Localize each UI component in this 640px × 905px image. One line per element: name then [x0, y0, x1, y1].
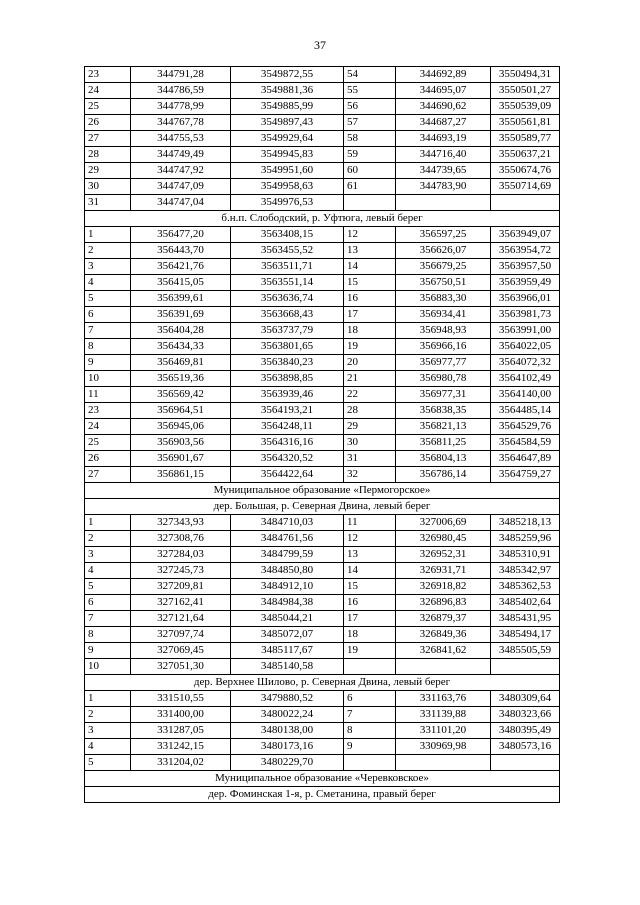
coord-y: 3550561,81	[491, 115, 560, 131]
table-row	[85, 739, 560, 755]
point-number: 14	[344, 563, 396, 579]
point-number: 1	[85, 227, 131, 243]
point-number: 8	[85, 627, 131, 643]
table-row	[85, 419, 560, 435]
coord-x: 344690,62	[396, 99, 491, 115]
point-number: 15	[344, 579, 396, 595]
table-row	[85, 451, 560, 467]
coord-y: 3485072,07	[231, 627, 344, 643]
coord-y: 3549945,83	[231, 147, 344, 163]
table-row	[85, 83, 560, 99]
table-row	[85, 131, 560, 147]
table-row	[85, 531, 560, 547]
point-number: 21	[344, 371, 396, 387]
table-row	[85, 371, 560, 387]
point-number: 17	[344, 307, 396, 323]
coord-x: 344739,65	[396, 163, 491, 179]
coord-y: 3564584,59	[491, 435, 560, 451]
coord-x: 327245,73	[131, 563, 231, 579]
point-number	[344, 659, 396, 675]
table-row	[85, 707, 560, 723]
table-row	[85, 611, 560, 627]
table-row	[85, 355, 560, 371]
point-number: 7	[344, 707, 396, 723]
coord-x: 356811,25	[396, 435, 491, 451]
point-number: 23	[85, 67, 131, 83]
coord-x: 356966,16	[396, 339, 491, 355]
table-row	[85, 435, 560, 451]
section-caption-row	[85, 483, 560, 499]
coord-y	[491, 755, 560, 771]
point-number: 25	[85, 99, 131, 115]
point-number: 12	[344, 531, 396, 547]
point-number: 6	[344, 691, 396, 707]
point-number: 2	[85, 243, 131, 259]
coord-x: 327097,74	[131, 627, 231, 643]
coord-x: 344687,27	[396, 115, 491, 131]
point-number: 11	[344, 515, 396, 531]
coord-y: 3550674,76	[491, 163, 560, 179]
table-row	[85, 691, 560, 707]
coord-x: 327006,69	[396, 515, 491, 531]
coord-x: 327343,93	[131, 515, 231, 531]
coord-x: 356469,81	[131, 355, 231, 371]
coord-x: 344747,09	[131, 179, 231, 195]
coord-y: 3485044,21	[231, 611, 344, 627]
coord-y: 3563991,00	[491, 323, 560, 339]
coord-x: 356901,67	[131, 451, 231, 467]
coord-y: 3563551,14	[231, 275, 344, 291]
coord-x: 356903,56	[131, 435, 231, 451]
coord-y: 3564140,00	[491, 387, 560, 403]
coord-y: 3563959,49	[491, 275, 560, 291]
point-number: 16	[344, 291, 396, 307]
coord-y: 3563455,52	[231, 243, 344, 259]
table-row	[85, 723, 560, 739]
point-number: 23	[85, 403, 131, 419]
coord-x: 356750,51	[396, 275, 491, 291]
coord-y: 3549929,64	[231, 131, 344, 147]
coord-y: 3564759,27	[491, 467, 560, 483]
coord-y: 3564072,32	[491, 355, 560, 371]
coord-x: 356964,51	[131, 403, 231, 419]
point-number: 29	[344, 419, 396, 435]
coord-y: 3563801,65	[231, 339, 344, 355]
table-row	[85, 659, 560, 675]
coord-x: 356861,15	[131, 467, 231, 483]
coord-x: 327284,03	[131, 547, 231, 563]
coord-x: 356838,35	[396, 403, 491, 419]
coord-y: 3563954,72	[491, 243, 560, 259]
coord-y: 3550494,31	[491, 67, 560, 83]
point-number: 7	[85, 323, 131, 339]
point-number: 18	[344, 323, 396, 339]
point-number: 57	[344, 115, 396, 131]
point-number: 5	[85, 755, 131, 771]
coord-y: 3564022,05	[491, 339, 560, 355]
point-number: 9	[344, 739, 396, 755]
section-caption: дер. Фоминская 1-я, р. Сметанина, правый берег	[85, 787, 560, 803]
coord-y: 3564529,76	[491, 419, 560, 435]
coord-y: 3550539,09	[491, 99, 560, 115]
coord-x: 326849,36	[396, 627, 491, 643]
table-row	[85, 67, 560, 83]
coord-y: 3485218,13	[491, 515, 560, 531]
coord-x: 356679,25	[396, 259, 491, 275]
table-row	[85, 403, 560, 419]
coord-y: 3563957,50	[491, 259, 560, 275]
point-number: 22	[344, 387, 396, 403]
coord-x: 356934,41	[396, 307, 491, 323]
coord-x: 356948,93	[396, 323, 491, 339]
point-number: 19	[344, 339, 396, 355]
coord-x	[396, 659, 491, 675]
table-row	[85, 291, 560, 307]
point-number: 4	[85, 739, 131, 755]
coord-y: 3484912,10	[231, 579, 344, 595]
point-number: 24	[85, 83, 131, 99]
coord-x: 356421,76	[131, 259, 231, 275]
coord-y: 3563636,74	[231, 291, 344, 307]
section-caption-row	[85, 211, 560, 227]
coord-y: 3564647,89	[491, 451, 560, 467]
point-number: 3	[85, 547, 131, 563]
point-number: 55	[344, 83, 396, 99]
coord-y: 3564422,64	[231, 467, 344, 483]
coord-y: 3485431,95	[491, 611, 560, 627]
section-caption: б.н.п. Слободский, р. Уфтюга, левый берег	[85, 211, 560, 227]
coord-x: 356391,69	[131, 307, 231, 323]
coord-x: 327121,64	[131, 611, 231, 627]
point-number: 26	[85, 115, 131, 131]
coord-y: 3563668,43	[231, 307, 344, 323]
coord-x: 356434,33	[131, 339, 231, 355]
table-row	[85, 547, 560, 563]
coord-y: 3485402,64	[491, 595, 560, 611]
section-caption-row	[85, 499, 560, 515]
coord-x: 356519,36	[131, 371, 231, 387]
coord-y: 3480309,64	[491, 691, 560, 707]
coord-y: 3484850,80	[231, 563, 344, 579]
coord-y: 3563966,01	[491, 291, 560, 307]
point-number: 13	[344, 243, 396, 259]
point-number: 3	[85, 723, 131, 739]
table-row	[85, 275, 560, 291]
point-number: 29	[85, 163, 131, 179]
point-number: 61	[344, 179, 396, 195]
coord-x: 356404,28	[131, 323, 231, 339]
point-number: 14	[344, 259, 396, 275]
point-number: 5	[85, 579, 131, 595]
coord-x: 356945,06	[131, 419, 231, 435]
point-number: 26	[85, 451, 131, 467]
point-number: 6	[85, 595, 131, 611]
coord-y: 3564316,16	[231, 435, 344, 451]
coord-y: 3564320,52	[231, 451, 344, 467]
coord-y: 3479880,52	[231, 691, 344, 707]
point-number: 27	[85, 467, 131, 483]
coord-y: 3480323,66	[491, 707, 560, 723]
point-number: 9	[85, 355, 131, 371]
coord-y: 3480573,16	[491, 739, 560, 755]
table-row	[85, 595, 560, 611]
coord-x: 344791,28	[131, 67, 231, 83]
point-number: 2	[85, 531, 131, 547]
point-number: 20	[344, 355, 396, 371]
coord-y: 3549958,63	[231, 179, 344, 195]
coord-y: 3549897,43	[231, 115, 344, 131]
coord-y: 3480173,16	[231, 739, 344, 755]
coord-x	[396, 195, 491, 211]
coord-y: 3485140,58	[231, 659, 344, 675]
point-number: 28	[85, 147, 131, 163]
coord-x: 326980,45	[396, 531, 491, 547]
point-number: 31	[85, 195, 131, 211]
table-row	[85, 515, 560, 531]
coord-y: 3485362,53	[491, 579, 560, 595]
section-caption-row	[85, 787, 560, 803]
section-caption-row	[85, 771, 560, 787]
point-number: 59	[344, 147, 396, 163]
coord-x: 356980,78	[396, 371, 491, 387]
coord-x: 326896,83	[396, 595, 491, 611]
point-number: 17	[344, 611, 396, 627]
coord-y: 3563939,46	[231, 387, 344, 403]
coord-x: 356977,31	[396, 387, 491, 403]
coord-y: 3485505,59	[491, 643, 560, 659]
table-row	[85, 147, 560, 163]
coord-x: 344786,59	[131, 83, 231, 99]
coordinates-table	[84, 66, 560, 803]
coord-y: 3563511,71	[231, 259, 344, 275]
table-row	[85, 627, 560, 643]
coord-y: 3563898,85	[231, 371, 344, 387]
coord-x: 344755,53	[131, 131, 231, 147]
coord-x: 331287,05	[131, 723, 231, 739]
coord-x	[396, 755, 491, 771]
point-number: 6	[85, 307, 131, 323]
coord-x: 331510,55	[131, 691, 231, 707]
coord-x: 344747,04	[131, 195, 231, 211]
coord-x: 344778,99	[131, 99, 231, 115]
coord-x: 327308,76	[131, 531, 231, 547]
section-caption-row	[85, 675, 560, 691]
point-number: 3	[85, 259, 131, 275]
coord-x: 356443,70	[131, 243, 231, 259]
coord-x: 344749,49	[131, 147, 231, 163]
table-row	[85, 163, 560, 179]
point-number: 30	[344, 435, 396, 451]
coord-y: 3564102,49	[491, 371, 560, 387]
coord-x: 326952,31	[396, 547, 491, 563]
coord-y: 3480022,24	[231, 707, 344, 723]
coord-y: 3484799,59	[231, 547, 344, 563]
coord-x: 327209,81	[131, 579, 231, 595]
page-number: 37	[314, 38, 326, 52]
coord-x: 344747,92	[131, 163, 231, 179]
table-row	[85, 195, 560, 211]
coord-x: 331101,20	[396, 723, 491, 739]
point-number: 8	[85, 339, 131, 355]
coord-y: 3480395,49	[491, 723, 560, 739]
coord-x: 327162,41	[131, 595, 231, 611]
point-number: 24	[85, 419, 131, 435]
point-number: 27	[85, 131, 131, 147]
coord-x: 326918,82	[396, 579, 491, 595]
coord-x: 344692,89	[396, 67, 491, 83]
section-caption: дер. Верхнее Шилово, р. Северная Двина, левый берег	[85, 675, 560, 691]
coord-y: 3550501,27	[491, 83, 560, 99]
coord-y: 3563737,79	[231, 323, 344, 339]
coord-y: 3480229,70	[231, 755, 344, 771]
coord-y: 3550714,69	[491, 179, 560, 195]
coord-y: 3550589,77	[491, 131, 560, 147]
coord-x: 356626,07	[396, 243, 491, 259]
point-number: 31	[344, 451, 396, 467]
coord-x: 344693,19	[396, 131, 491, 147]
coord-x: 356786,14	[396, 467, 491, 483]
table-row	[85, 115, 560, 131]
coord-x: 326931,71	[396, 563, 491, 579]
coord-y: 3563949,07	[491, 227, 560, 243]
point-number: 54	[344, 67, 396, 83]
point-number: 1	[85, 515, 131, 531]
point-number: 16	[344, 595, 396, 611]
coord-y: 3549872,55	[231, 67, 344, 83]
coord-y: 3549885,99	[231, 99, 344, 115]
coord-x: 326841,62	[396, 643, 491, 659]
coord-y: 3564485,14	[491, 403, 560, 419]
coord-y	[491, 659, 560, 675]
table-row	[85, 179, 560, 195]
point-number: 2	[85, 707, 131, 723]
point-number: 10	[85, 371, 131, 387]
coord-x: 344695,07	[396, 83, 491, 99]
table-row	[85, 99, 560, 115]
coord-x: 356399,61	[131, 291, 231, 307]
coord-y: 3563840,23	[231, 355, 344, 371]
coord-x: 356415,05	[131, 275, 231, 291]
point-number: 13	[344, 547, 396, 563]
table-row	[85, 307, 560, 323]
coord-x: 344783,90	[396, 179, 491, 195]
coord-y: 3485259,96	[491, 531, 560, 547]
point-number: 58	[344, 131, 396, 147]
coord-x: 331400,00	[131, 707, 231, 723]
coord-x: 344767,78	[131, 115, 231, 131]
point-number: 15	[344, 275, 396, 291]
coord-x: 356821,13	[396, 419, 491, 435]
point-number: 56	[344, 99, 396, 115]
coord-x: 356883,30	[396, 291, 491, 307]
coord-x: 331163,76	[396, 691, 491, 707]
coord-y: 3549976,53	[231, 195, 344, 211]
coord-y: 3549951,60	[231, 163, 344, 179]
table-row	[85, 227, 560, 243]
point-number: 28	[344, 403, 396, 419]
coord-x: 356569,42	[131, 387, 231, 403]
coord-y: 3564248,11	[231, 419, 344, 435]
coord-x: 327051,30	[131, 659, 231, 675]
coord-y: 3480138,00	[231, 723, 344, 739]
table-row	[85, 323, 560, 339]
point-number	[344, 195, 396, 211]
coord-y	[491, 195, 560, 211]
point-number: 4	[85, 563, 131, 579]
table-row	[85, 387, 560, 403]
coord-y: 3485494,17	[491, 627, 560, 643]
section-caption: Муниципальное образование «Черевковское»	[85, 771, 560, 787]
table-row	[85, 243, 560, 259]
coord-x: 356597,25	[396, 227, 491, 243]
point-number: 10	[85, 659, 131, 675]
coord-x: 331204,02	[131, 755, 231, 771]
table-row	[85, 643, 560, 659]
point-number: 9	[85, 643, 131, 659]
point-number: 18	[344, 627, 396, 643]
coord-y: 3549881,36	[231, 83, 344, 99]
coord-x: 356977,77	[396, 355, 491, 371]
coord-y: 3563408,15	[231, 227, 344, 243]
coord-x: 356477,20	[131, 227, 231, 243]
coord-y: 3484761,56	[231, 531, 344, 547]
coord-x: 326879,37	[396, 611, 491, 627]
coord-y: 3550637,21	[491, 147, 560, 163]
point-number: 1	[85, 691, 131, 707]
coord-y: 3485342,97	[491, 563, 560, 579]
point-number: 11	[85, 387, 131, 403]
point-number: 25	[85, 435, 131, 451]
coord-y: 3484984,38	[231, 595, 344, 611]
point-number: 30	[85, 179, 131, 195]
table-row	[85, 259, 560, 275]
point-number	[344, 755, 396, 771]
table-row	[85, 579, 560, 595]
section-caption: Муниципальное образование «Пермогорское»	[85, 483, 560, 499]
section-caption: дер. Большая, р. Северная Двина, левый берег	[85, 499, 560, 515]
table-row	[85, 755, 560, 771]
point-number: 4	[85, 275, 131, 291]
point-number: 60	[344, 163, 396, 179]
coord-y: 3564193,21	[231, 403, 344, 419]
coord-x: 330969,98	[396, 739, 491, 755]
coord-x: 327069,45	[131, 643, 231, 659]
table-row	[85, 339, 560, 355]
coord-y: 3563981,73	[491, 307, 560, 323]
point-number: 12	[344, 227, 396, 243]
coord-y: 3485117,67	[231, 643, 344, 659]
coord-x: 344716,40	[396, 147, 491, 163]
coord-x: 331139,88	[396, 707, 491, 723]
point-number: 7	[85, 611, 131, 627]
point-number: 32	[344, 467, 396, 483]
table-row	[85, 563, 560, 579]
coord-x: 331242,15	[131, 739, 231, 755]
point-number: 5	[85, 291, 131, 307]
point-number: 19	[344, 643, 396, 659]
coord-y: 3484710,03	[231, 515, 344, 531]
coord-y: 3485310,91	[491, 547, 560, 563]
coord-x: 356804,13	[396, 451, 491, 467]
point-number: 8	[344, 723, 396, 739]
table-row	[85, 467, 560, 483]
